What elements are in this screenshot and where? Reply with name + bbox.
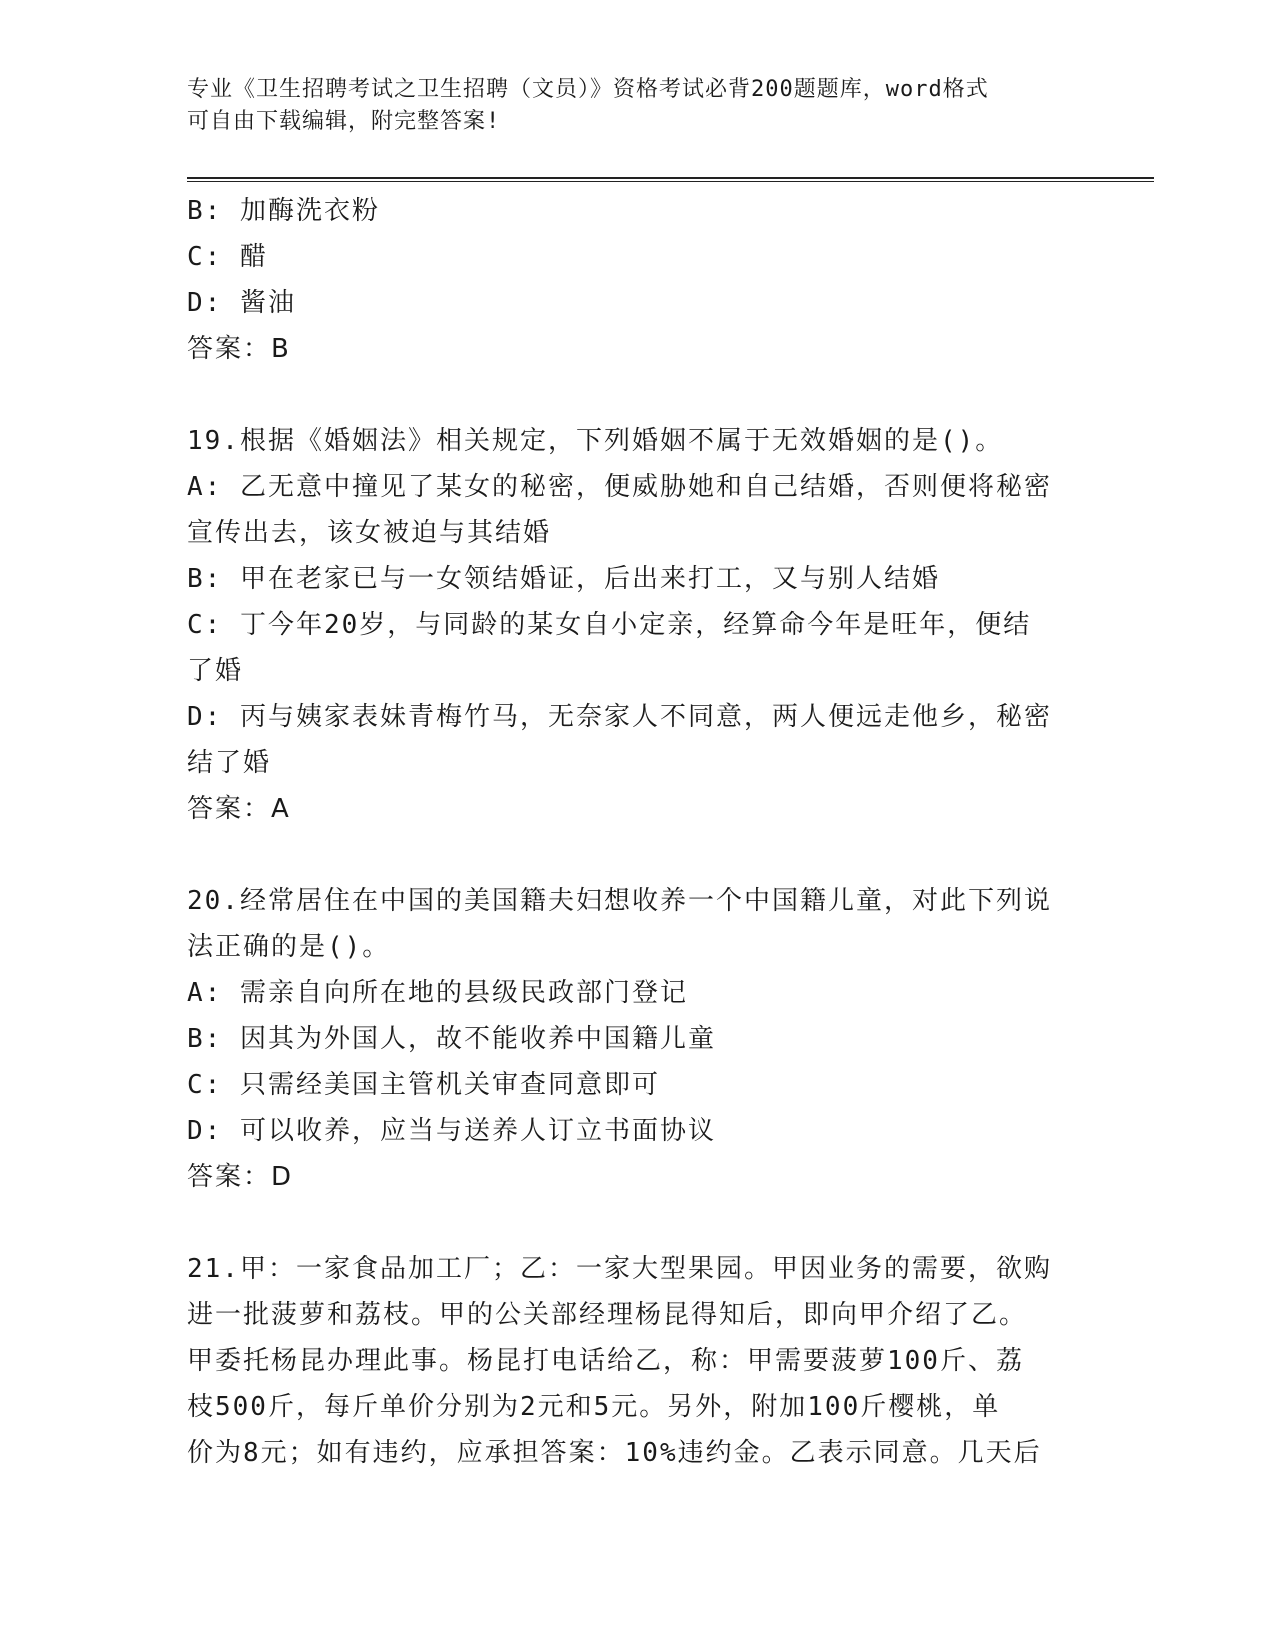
header-title-line-2: 可自由下载编辑，附完整答案!	[187, 109, 501, 134]
q18-answer: 答案：B	[187, 334, 291, 364]
spacer	[187, 372, 1067, 418]
q19-answer: 答案：A	[187, 794, 291, 824]
question-21	[187, 1246, 1067, 1476]
q20-option-a: A: 需亲自向所在地的县级民政部门登记	[187, 978, 688, 1008]
header-divider	[187, 177, 1154, 182]
q20-option-c: C: 只需经美国主管机关审查同意即可	[187, 1070, 660, 1100]
q18-option-b: B: 加酶洗衣粉	[187, 196, 380, 226]
question-20	[187, 878, 1067, 1200]
question-19	[187, 418, 1067, 832]
q18-option-d: D: 酱油	[187, 288, 296, 318]
q20-stem-cont: 法正确的是()。	[187, 932, 391, 962]
q20-option-d: D: 可以收养，应当与送养人订立书面协议	[187, 1116, 716, 1146]
q19-option-c: C: 丁今年20岁，与同龄的某女自小定亲，经算命今年是旺年，便结	[187, 610, 1032, 640]
q19-option-d-cont: 结了婚	[187, 748, 272, 778]
document-body	[187, 188, 1067, 1476]
header-title-line-1: 专业《卫生招聘考试之卫生招聘（文员）》资格考试必背200题题库，word格式	[187, 77, 989, 102]
q21-stem-line-5: 价为8元；如有违约，应承担答案：10%违约金。乙表示同意。几天后	[187, 1438, 1042, 1468]
q19-option-d: D: 丙与姨家表妹青梅竹马，无奈家人不同意，两人便远走他乡，秘密	[187, 702, 1052, 732]
q19-stem: 19.根据《婚姻法》相关规定，下列婚姻不属于无效婚姻的是()。	[187, 426, 1004, 456]
q21-stem-line-4: 枝500斤，每斤单价分别为2元和5元。另外，附加100斤樱桃，单	[187, 1392, 1001, 1422]
q18-option-c: C: 醋	[187, 242, 268, 272]
q20-answer: 答案：D	[187, 1162, 294, 1192]
q20-option-b: B: 因其为外国人，故不能收养中国籍儿童	[187, 1024, 716, 1054]
q19-option-a: A: 乙无意中撞见了某女的秘密，便威胁她和自己结婚，否则便将秘密	[187, 472, 1052, 502]
q20-stem: 20.经常居住在中国的美国籍夫妇想收养一个中国籍儿童，对此下列说	[187, 886, 1052, 916]
spacer	[187, 832, 1067, 878]
q19-option-a-cont: 宣传出去，该女被迫与其结婚	[187, 518, 552, 548]
q19-option-c-cont: 了婚	[187, 656, 244, 686]
q19-option-b: B: 甲在老家已与一女领结婚证，后出来打工，又与别人结婚	[187, 564, 940, 594]
q21-stem-line-2: 进一批菠萝和荔枝。甲的公关部经理杨昆得知后，即向甲介绍了乙。	[187, 1300, 1028, 1330]
q21-stem-line-3: 甲委托杨昆办理此事。杨昆打电话给乙，称：甲需要菠萝100斤、荔	[187, 1346, 1024, 1376]
question-18-continued	[187, 188, 1067, 372]
q21-stem-line-1: 21.甲：一家食品加工厂；乙：一家大型果园。甲因业务的需要，欲购	[187, 1254, 1052, 1284]
spacer	[187, 1200, 1067, 1246]
document-header	[187, 74, 1067, 138]
